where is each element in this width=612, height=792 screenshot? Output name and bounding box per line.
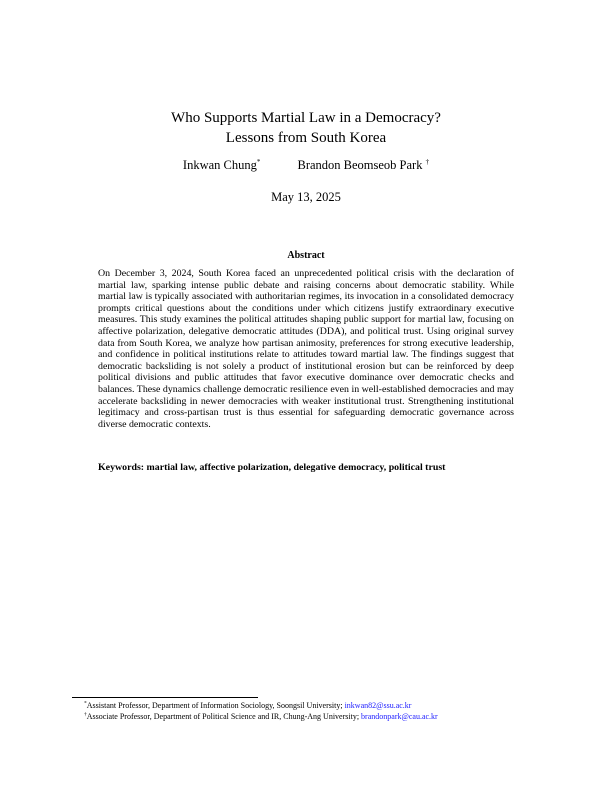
footnote-2	[84, 711, 544, 722]
footnote-2-email-link[interactable]: brandonpark@cau.ac.kr	[361, 712, 438, 721]
footnote-1-email-link[interactable]: inkwan82@ssu.ac.kr	[344, 701, 412, 710]
footnote-2-text: Associate Professor, Department of Political Science and IR, Chung-Ang University;	[86, 712, 362, 721]
abstract-text: On December 3, 2024, South Korea faced an unprecedented political crisis with the declaration of martial law, sparking intense public debate and raising concerns about democratic stability. While martial law is typically associated with authoritarian regimes, its invocation in a consolidated democracy prompts critical questions about the conditions under which citizens justify extraordinary executive measures. This study examines the political attitudes shaping public support for martial law, focusing on affective polarization, delegative democratic attitudes (DDA), and political trust. Using original survey data from South Korea, we analyze how partisan animosity, preferences for strong executive leadership, and confidence in political institutions relate to attitudes toward martial law. The findings suggest that democratic backsliding is not solely a product of institutional erosion but can be reinforced by deep political divisions and public attitudes that favor executive dominance over democratic checks and balances. These dynamics challenge democratic resilience even in well-established democracies and may accelerate backsliding in newer democracies with weaker institutional trust. Strengthening institutional legitimacy and cross-partisan trust is thus essential for safeguarding democratic governance across diverse democratic contexts.	[98, 268, 514, 430]
footnote-1-mark: *	[84, 700, 87, 707]
footnote-2-mark: †	[84, 711, 87, 718]
author-1-name: Inkwan Chung	[182, 158, 257, 172]
footnotes	[84, 700, 544, 722]
keywords: Keywords: martial law, affective polarization, delegative democracy, political trust	[98, 462, 446, 473]
author-2	[297, 158, 429, 173]
footnote-divider	[72, 697, 258, 698]
title-line-2: Lessons from South Korea	[225, 130, 387, 146]
footnote-1	[84, 700, 544, 711]
publication-date: May 13, 2025	[271, 190, 341, 204]
title-line-1: Who Supports Martial Law in a Democracy?	[171, 110, 441, 126]
author-1-mark: *	[256, 157, 261, 166]
author-2-mark: †	[425, 157, 430, 166]
author-2-name: Brandon Beomseob Park	[297, 158, 423, 172]
footnote-1-text: Assistant Professor, Department of Information Sociology, Soongsil University;	[86, 701, 345, 710]
author-list	[0, 158, 612, 173]
abstract-heading: Abstract	[287, 250, 325, 261]
author-1	[183, 158, 260, 173]
paper-title	[0, 108, 612, 148]
